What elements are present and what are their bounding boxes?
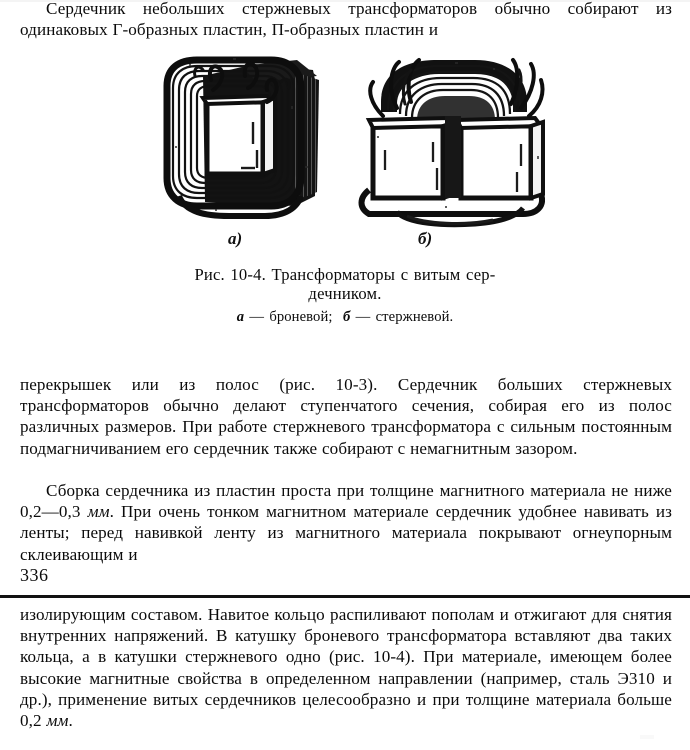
bottom-paragraph-segment-2: . — [68, 711, 73, 731]
bottom-paragraph-segment-1: изолирующим составом. Навитое кольцо распиливают пополам и отжигают для снятия внутренних напряжений. В катушку броневого трансформатора вставляют два таких кольца, а в катушки стержневого одно (рис. 10-4). При материале, имеющем более высокие магнитные свойства в определенном направлении (например, сталь Э310 и др.), применение витых сердечников целесообразно и при толщине материала больше 0,2 — [20, 605, 672, 731]
figure-caption-line-1: Рис. 10-4. Трансформаторы с витым сер- — [194, 265, 496, 284]
figure-label-a: а) — [228, 229, 243, 248]
figure-illustration — [145, 46, 545, 232]
wound-core-transformers-drawing — [145, 46, 545, 232]
figure-b-core-type-core — [362, 60, 544, 225]
figure-caption-line-2: дечником. — [308, 284, 382, 303]
figure-legend — [0, 308, 690, 328]
body-paragraph-2 — [20, 480, 672, 565]
body-paragraph-2-unit: мм — [87, 502, 110, 522]
body-paragraph-1 — [20, 374, 672, 459]
top-paragraph — [20, 0, 672, 40]
body-paragraph-2-segment-2: . При очень тонком магнитном материале сердечник удобнее навивать из ленты; перед навивкой ленту из магнитного материала покрывают огнеупорным склеивающим и — [20, 502, 672, 564]
bottom-paragraph-unit: мм — [46, 711, 69, 731]
figure-legend-value-b: стержневой. — [375, 309, 454, 325]
body-paragraph-2-segment-1: Сборка сердечника из пластин проста при толщине магнитного материала не ниже 0,2—0,3 — [20, 481, 672, 522]
body-paragraph-1-text: перекрышек или из полос (рис. 10-3). Сердечник больших стержневых трансформаторов обычно делают ступенчатого сечения, собирая его из полос различных размеров. При работе стержневого трансформатора с сильным постоянным подмагничиванием его сердечник также собирают с немагнитным зазором. — [20, 375, 672, 458]
figure-legend-dash-b: — — [350, 309, 376, 325]
figure-legend-key-a: а — [236, 309, 245, 325]
figure-label-b: б) — [418, 229, 433, 248]
bottom-paragraph — [20, 604, 672, 731]
figure-10-4 — [0, 46, 690, 346]
page-separator-rule — [0, 595, 690, 598]
figure-legend-dash-a: — — [244, 309, 270, 325]
figure-a-shell-type-core — [167, 58, 319, 216]
figure-legend-value-a: броневой; — [269, 309, 333, 325]
figure-legend-key-b: б — [343, 309, 351, 325]
scan-artifact-bottom-right — [640, 735, 654, 739]
top-paragraph-text: Сердечник небольших стержневых трансформаторов обычно собирают из одинаковых Г-образных пластин, П-образных пластин и — [20, 0, 672, 40]
page-number: 336 — [20, 565, 49, 585]
